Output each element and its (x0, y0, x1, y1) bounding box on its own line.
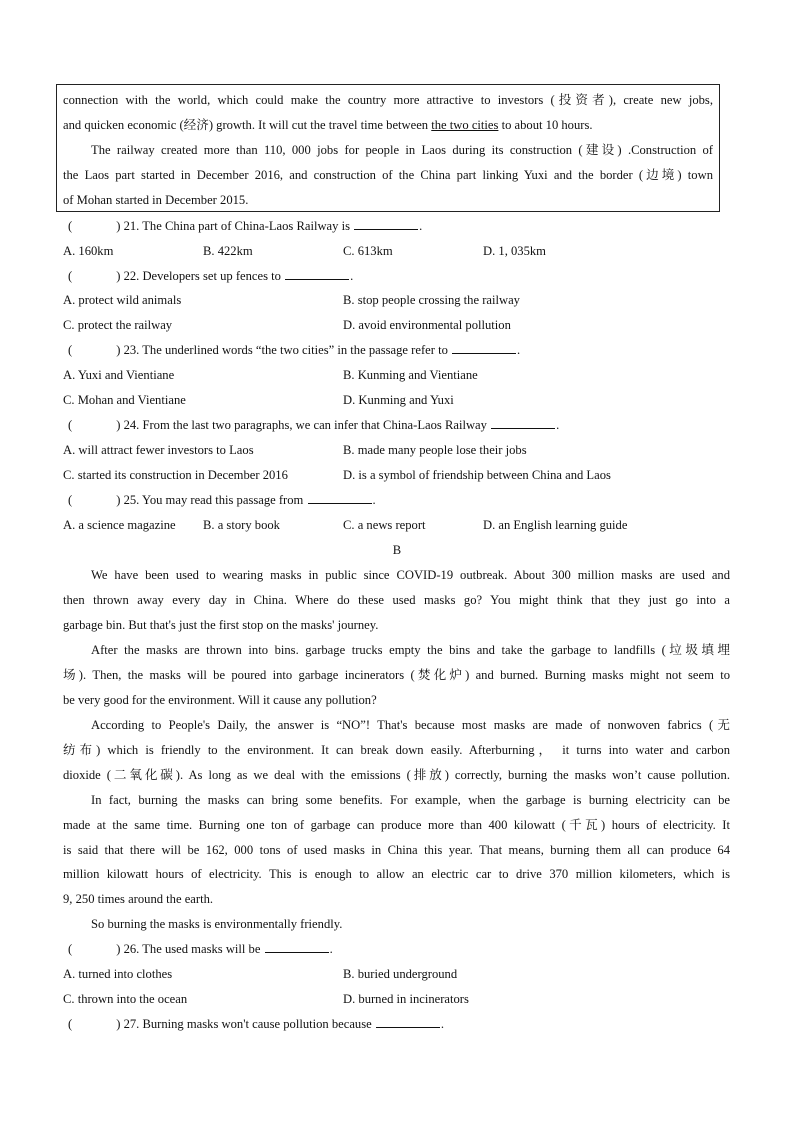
answer-blank (452, 343, 516, 354)
passage-b-line: 场). Then, the masks will be poured into garbage incinerators (焚化炉) and burned. Burning masks might not seem to (63, 668, 730, 682)
passage-b-line: million kilowatt hours of electricity. This is enough to allow an electric car to drive 370 million kilometers, which is (63, 867, 730, 881)
answer-blank (285, 269, 349, 280)
option-26-b[interactable]: B. buried underground (343, 967, 458, 981)
option-24-a[interactable]: A. will attract fewer investors to Laos (63, 443, 254, 457)
option-22-c[interactable]: C. protect the railway (63, 318, 173, 332)
option-26-d[interactable]: D. burned in incinerators (343, 992, 469, 1006)
passage-b-line: In fact, burning the masks can bring some benefits. For example, when the garbage is burning electricity can be (91, 793, 730, 807)
passage-b-line: After the masks are thrown into bins. garbage trucks empty the bins and take the garbage to landfills (垃圾填埋 (91, 643, 730, 657)
option-25-d[interactable]: D. an English learning guide (483, 518, 628, 532)
underlined-two-cities: the two cities (431, 118, 499, 132)
passage-b-line: We have been used to wearing masks in public since COVID-19 outbreak. About 300 million masks are used and (91, 568, 730, 582)
question-27: ( ) 27. Burning masks won't cause pollution because . (68, 1017, 445, 1031)
option-22-b[interactable]: B. stop people crossing the railway (343, 293, 520, 307)
answer-blank (265, 942, 329, 953)
passage-b-line: made at the same time. Burning one ton of garbage can produce more than 400 kilowatt (千瓦) hours of electricity. It (63, 818, 730, 832)
option-24-b[interactable]: B. made many people lose their jobs (343, 443, 527, 457)
section-b-heading: B (392, 543, 402, 557)
option-25-a[interactable]: A. a science magazine (63, 518, 176, 532)
passage-a-line-1: connection with the world, which could make the country more attractive to investors (投资者), create new jobs, (63, 93, 713, 107)
answer-blank (308, 493, 372, 504)
option-22-a[interactable]: A. protect wild animals (63, 293, 182, 307)
passage-a-line-4: the Laos part started in December 2016, and construction of the China part linking Yuxi and the border (边境) town (63, 168, 713, 182)
answer-blank (354, 219, 418, 230)
question-25: ( ) 25. You may read this passage from . (68, 493, 376, 507)
option-26-a[interactable]: A. turned into clothes (63, 967, 173, 981)
passage-a-line-2: and quicken economic (经济) growth. It will cut the travel time between the two cities to about 10 hours. (63, 118, 593, 132)
option-23-d[interactable]: D. Kunming and Yuxi (343, 393, 454, 407)
option-21-b[interactable]: B. 422km (203, 244, 253, 258)
passage-b-line: 9, 250 times around the earth. (63, 892, 214, 906)
question-24: ( ) 24. From the last two paragraphs, we can infer that China-Laos Railway . (68, 418, 560, 432)
answer-blank (491, 418, 555, 429)
passage-a-line-5: of Mohan started in December 2015. (63, 193, 249, 207)
option-25-c[interactable]: C. a news report (343, 518, 426, 532)
option-24-d[interactable]: D. is a symbol of friendship between China and Laos (343, 468, 611, 482)
passage-b-line: So burning the masks is environmentally friendly. (91, 917, 343, 931)
passage-b-line: 纺布) which is friendly to the environment. It can break down easily. Afterburning， it turns into water and carbon (63, 743, 730, 757)
passage-b-line: then thrown away every day in China. Where do these used masks go? You might think that they just go into a (63, 593, 730, 607)
question-26: ( ) 26. The used masks will be . (68, 942, 333, 956)
option-21-c[interactable]: C. 613km (343, 244, 393, 258)
option-23-a[interactable]: A. Yuxi and Vientiane (63, 368, 175, 382)
answer-blank (376, 1017, 440, 1028)
passage-b-line: garbage bin. But that's just the first stop on the masks' journey. (63, 618, 379, 632)
passage-a-line-3: The railway created more than 110, 000 jobs for people in Laos during its construction (建设) .Construction of (91, 143, 713, 157)
option-23-c[interactable]: C. Mohan and Vientiane (63, 393, 186, 407)
question-21: ( ) 21. The China part of China-Laos Railway is . (68, 219, 423, 233)
passage-b-line: According to People's Daily, the answer is “NO”! That's because most masks are made of nonwoven fabrics (无 (91, 718, 730, 732)
passage-b-line: be very good for the environment. Will it cause any pollution? (63, 693, 377, 707)
option-23-b[interactable]: B. Kunming and Vientiane (343, 368, 478, 382)
passage-b-line: dioxide (二氧化碳). As long as we deal with the emissions (排放) correctly, burning the masks won’t cause pollution. (63, 768, 730, 782)
option-21-d[interactable]: D. 1, 035km (483, 244, 546, 258)
question-22: ( ) 22. Developers set up fences to . (68, 269, 354, 283)
option-25-b[interactable]: B. a story book (203, 518, 280, 532)
option-24-c[interactable]: C. started its construction in December 2016 (63, 468, 288, 482)
option-26-c[interactable]: C. thrown into the ocean (63, 992, 188, 1006)
question-23: ( ) 23. The underlined words “the two cities” in the passage refer to . (68, 343, 521, 357)
option-21-a[interactable]: A. 160km (63, 244, 114, 258)
passage-b-line: is said that there will be 162, 000 tons of used masks in China this year. That means, burning them all can produce 64 (63, 843, 730, 857)
option-22-d[interactable]: D. avoid environmental pollution (343, 318, 511, 332)
